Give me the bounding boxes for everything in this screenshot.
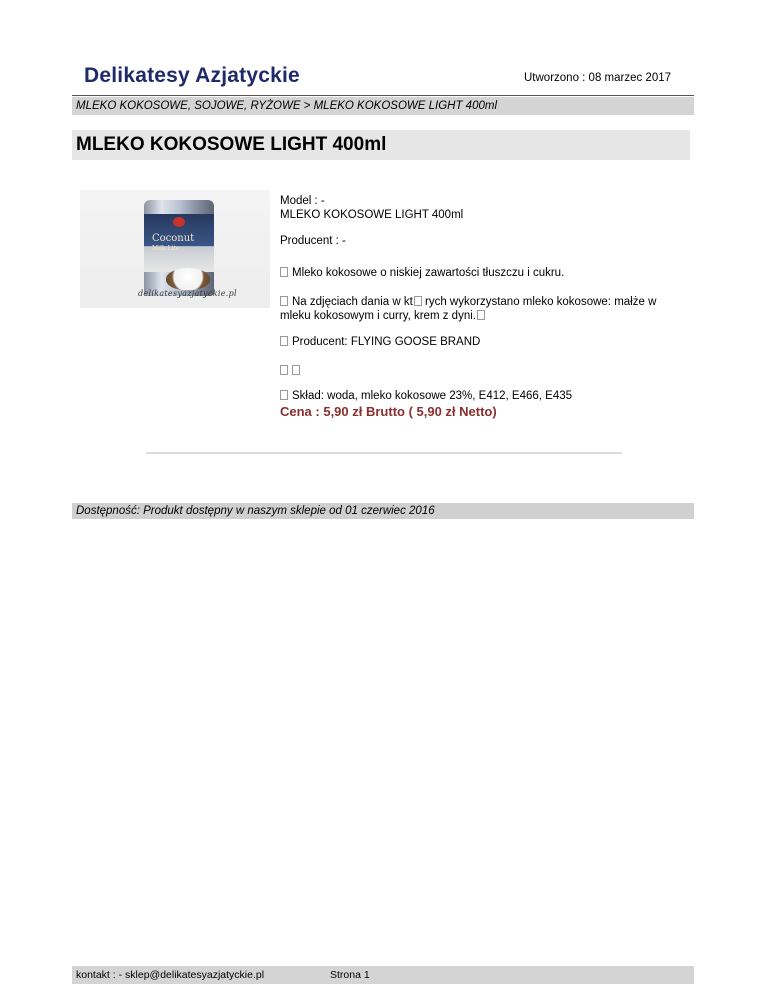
producer-brand-line	[280, 335, 480, 349]
missing-glyph-icon	[414, 296, 422, 306]
missing-glyph-icon	[280, 296, 288, 306]
section-divider	[146, 452, 622, 454]
footer-page-number: Strona 1	[330, 969, 370, 981]
price: Cena : 5,90 zł Brutto ( 5,90 zł Netto)	[280, 404, 497, 419]
description-text-2b: rych wykorzystano mleko kokosowe: małże w	[425, 296, 657, 308]
missing-glyph-icon	[280, 365, 288, 375]
description-text-2c: mleku kokosowym i curry, krem z dyni.	[280, 310, 476, 322]
glyph-row	[280, 364, 304, 378]
description-text-2a: Na zdjęciach dania w kt	[292, 296, 413, 308]
producer-label: Producent : -	[280, 235, 346, 247]
ingredients-line	[280, 389, 572, 403]
missing-glyph-icon	[292, 365, 300, 375]
can-title: Coconut	[152, 233, 195, 244]
coconut-half-icon	[166, 268, 210, 290]
missing-glyph-icon	[477, 310, 485, 320]
goose-logo-icon	[173, 217, 185, 227]
footer-contact: kontakt : - sklep@delikatesyazjatyckie.pl	[76, 969, 265, 981]
availability: Dostępność: Produkt dostępny w naszym sklepie od 01 czerwiec 2016	[72, 503, 694, 519]
description-line-1	[280, 266, 564, 280]
missing-glyph-icon	[280, 336, 288, 346]
model-name: MLEKO KOKOSOWE LIGHT 400ml	[280, 209, 464, 221]
page-title: MLEKO KOKOSOWE LIGHT 400ml	[72, 130, 690, 160]
header-divider	[72, 95, 694, 96]
missing-glyph-icon	[280, 390, 288, 400]
description-line-2	[280, 295, 680, 323]
breadcrumb: MLEKO KOKOSOWE, SOJOWE, RYŻOWE > MLEKO KOKOSOWE LIGHT 400ml	[72, 97, 694, 115]
can-label	[144, 214, 214, 272]
model-label: Model : -	[280, 195, 325, 207]
description-text-1: Mleko kokosowe o niskiej zawartości tłuszczu i cukru.	[292, 267, 565, 279]
producer-brand: Producent: FLYING GOOSE BRAND	[292, 336, 481, 348]
can-subtitle: Milk Lite	[152, 245, 180, 252]
footer	[72, 966, 694, 984]
coconut-milk-can	[144, 200, 214, 296]
product-image	[80, 190, 270, 308]
can-brand-text	[152, 234, 208, 254]
shop-name: Delikatesy Azjatyckie	[84, 64, 300, 87]
ingredients: Skład: woda, mleko kokosowe 23%, E412, E466, E435	[292, 390, 573, 402]
created-date: Utworzono : 08 marzec 2017	[524, 72, 672, 84]
image-watermark: delikatesyazjatyckie.pl	[138, 289, 237, 298]
missing-glyph-icon	[280, 267, 288, 277]
